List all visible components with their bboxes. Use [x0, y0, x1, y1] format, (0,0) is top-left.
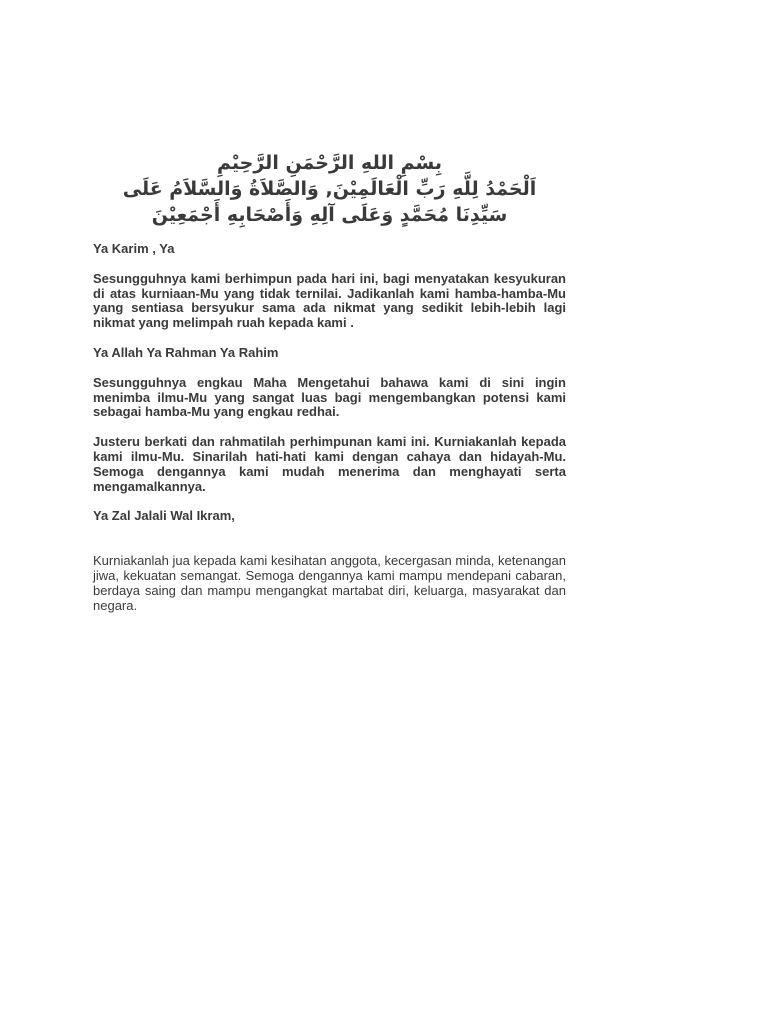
- paragraph-blessing: Justeru berkati dan rahmatilah perhimpunan kami ini. Kurniakanlah kepada kami ilmu-Mu. Sinarilah hati-hati kami dengan cahaya dan hidayah-Mu. Semoga dengannya kami mudah menerima dan menghayati serta mengamalkannya.: [93, 434, 566, 494]
- arabic-basmalah: بِسْمِ اللهِ الرَّحْمَنِ الرَّحِيْمِ: [217, 152, 442, 174]
- document-page: [93, 150, 566, 613]
- arabic-opening: [81, 150, 578, 228]
- paragraph-gratitude: Sesungguhnya kami berhimpun pada hari ini, bagi menyatakan kesyukuran di atas kurniaan-Mu yang tidak ternilai. Jadikanlah kami hamba-hamba-Mu yang sentiasa bersyukur sama ada nikmat yang sedikit lebih-lebih lagi nikmat yang melimpah ruah kepada kami .: [93, 270, 566, 331]
- arabic-salawat: سَيِّدِنَا مُحَمَّدٍ وَعَلَى آلِهِ وَأَصْحَابِهِ أَجْمَعِيْنَ: [151, 204, 508, 226]
- arabic-hamdalah: اَلْحَمْدُ لِلَّهِ رَبِّ الْعَالَمِيْنَ, وَالصَّلاَةُ وَالسَّلاَمُ عَلَى: [122, 178, 537, 200]
- paragraph-invocation-karim: Ya Karim , Ya: [93, 241, 175, 256]
- paragraph-invocation-rahman: Ya Allah Ya Rahman Ya Rahim: [93, 344, 279, 360]
- paragraph-invocation-ikram: Ya Zal Jalali Wal Ikram,: [93, 508, 235, 524]
- paragraph-knowledge: Sesungguhnya engkau Maha Mengetahui bahawa kami di sini ingin menimba ilmu-Mu yang sangat luas bagi mengembangkan potensi kami sebagai hamba-Mu yang engkau redhai.: [93, 374, 566, 420]
- paragraph-health: Kurniakanlah jua kepada kami kesihatan anggota, kecergasan minda, ketenangan jiwa, kekuatan semangat. Semoga dengannya kami mampu mendepani cabaran, berdaya saing dan mampu mengangkat martabat diri, keluarga, masyarakat dan negara.: [93, 553, 566, 613]
